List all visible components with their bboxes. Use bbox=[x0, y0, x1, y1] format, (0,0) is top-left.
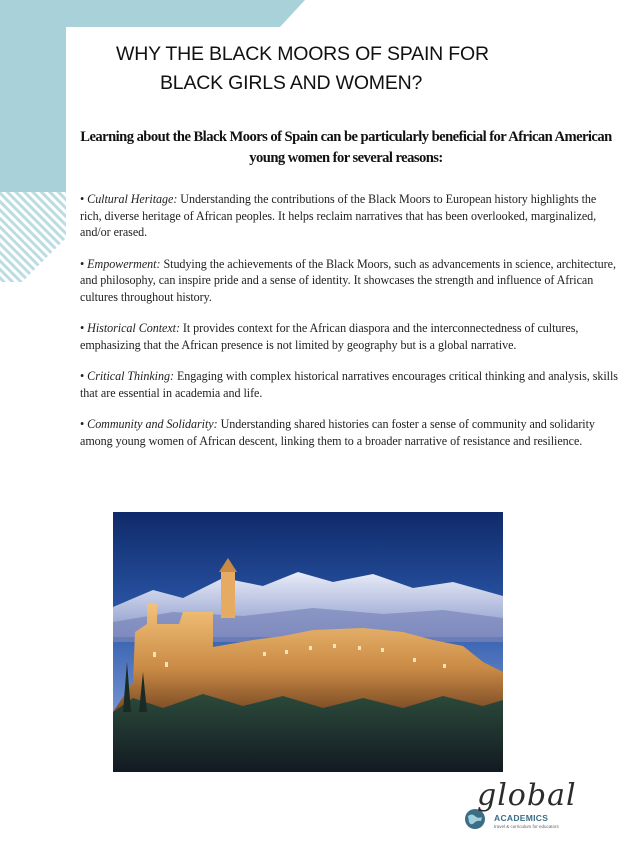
point-term: Community and Solidarity: bbox=[87, 417, 218, 431]
list-item-empowerment bbox=[80, 256, 620, 306]
list-item-historical-context bbox=[80, 320, 620, 353]
point-term: Critical Thinking: bbox=[87, 369, 174, 383]
point-term: Empowerment: bbox=[87, 256, 161, 271]
reasons-list bbox=[80, 191, 620, 464]
point-text: Understanding the contributions of the Black Moors to European history highlights the rich, diverse heritage of African peoples. It helps reclaim narratives that has been overlooked, marginalized, and/or erased. bbox=[80, 192, 597, 239]
alhambra-photo bbox=[113, 512, 503, 772]
page-title bbox=[60, 40, 620, 98]
title-line-1: WHY THE BLACK MOORS OF SPAIN FOR bbox=[116, 43, 489, 65]
logo-tagline: travel & curriculum for educators bbox=[494, 824, 559, 829]
title-line-2: BLACK GIRLS AND WOMEN? bbox=[160, 72, 423, 94]
point-text: Understanding shared histories can foster a sense of community and solidarity among young women of African descent, linking them to a broader narrative of resistance and resilience. bbox=[80, 417, 595, 448]
point-text: Studying the achievements of the Black Moors, such as advancements in science, architecture, and philosophy, can inspire pride and a sense of identity. It showcases the strength and influence of African cultures throughout history. bbox=[80, 256, 616, 304]
point-term: Cultural Heritage: bbox=[87, 192, 178, 206]
list-item-critical-thinking bbox=[80, 368, 620, 401]
intro-subtitle: Learning about the Black Moors of Spain can be particularly beneficial for African American young women for several reasons: bbox=[80, 129, 612, 166]
global-academics-logo bbox=[462, 778, 577, 836]
bullet-mark: • bbox=[80, 256, 85, 271]
point-text: It provides context for the African diaspora and the interconnectedness of cultures, emphasizing that the African presence is not limited by geography but is a global narrative. bbox=[80, 321, 579, 352]
logo-script-text: global bbox=[477, 778, 577, 813]
bullet-mark: • bbox=[80, 417, 85, 431]
list-item-cultural-heritage bbox=[80, 191, 620, 241]
point-term: Historical Context: bbox=[87, 321, 180, 335]
point-text: Engaging with complex historical narratives encourages critical thinking and analysis, skills that are essential in academia and life. bbox=[80, 369, 618, 400]
logo-name-text: ACADEMICS bbox=[494, 813, 549, 823]
bullet-mark: • bbox=[80, 321, 85, 335]
list-item-community-solidarity bbox=[80, 416, 620, 449]
bullet-mark: • bbox=[80, 192, 85, 206]
bullet-mark: • bbox=[80, 369, 85, 383]
